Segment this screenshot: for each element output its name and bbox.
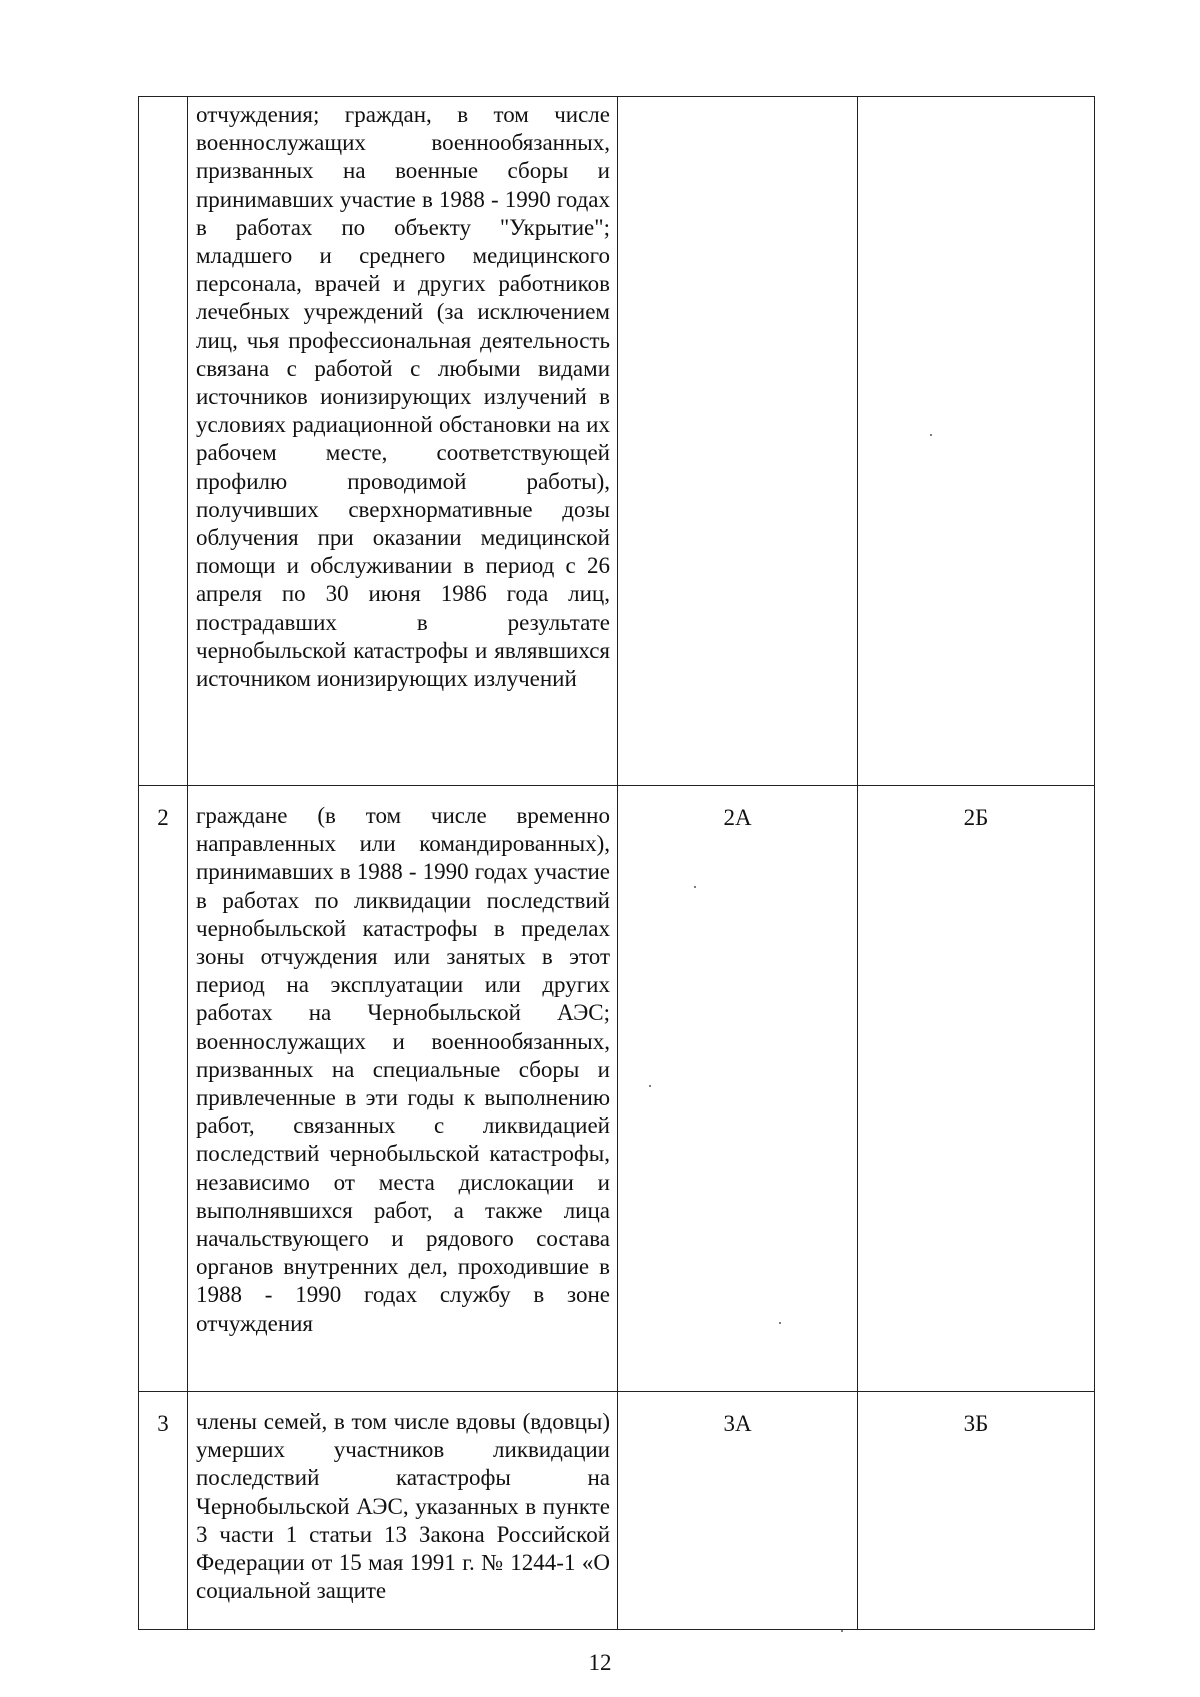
category-description bbox=[188, 97, 618, 786]
category-table bbox=[138, 96, 1095, 1630]
category-description-text: граждане (в том числе временно направленных или командированных), принимавших в 1988 - 1990 годах участие в работах по ликвидации последствий чернобыльской катастрофы в пределах зоны отчуждения или занятых в этот период на эксплуатации или других работах на Чернобыльской АЭС; военнослужащих и военнообязанных, призванных на специальные сборы и привлеченные в эти годы к выполнению работ, связанных с ликвидацией последствий чернобыльской катастрофы, независимо от места дислокации и выполнявшихся работ, а также лица начальствующего и рядового состава органов внутренних дел, проходившие в 1988 - 1990 годах службу в зоне отчуждения bbox=[196, 803, 610, 1336]
category-description bbox=[188, 786, 618, 1392]
category-description-text: члены семей, в том числе вдовы (вдовцы) умерших участников ликвидации последствий катастрофы на Чернобыльской АЭС, указанных в пункте 3 части 1 статьи 13 Закона Российской Федерации от 15 мая 1991 г. № 1244-1 «О социальной защите bbox=[196, 1409, 610, 1604]
scan-speck bbox=[841, 1630, 843, 1632]
scan-speck bbox=[649, 1085, 651, 1087]
category-description bbox=[188, 1392, 618, 1630]
scan-speck bbox=[694, 886, 696, 888]
row-number bbox=[139, 97, 188, 786]
code-a-cell: 3А bbox=[618, 1392, 858, 1630]
code-a-cell bbox=[618, 97, 858, 786]
category-description-text: отчуждения; граждан, в том числе военнослужащих военнообязанных, призванных на военные сборы и принимавших участие в 1988 - 1990 годах в работах по объекту "Укрытие"; младшего и среднего медицинского персонала, врачей и других работников лечебных учреждений (за исключением лиц, чья профессиональная деятельность связана с работой с любыми видами источников ионизирующих излучений в условиях радиационной обстановки на их рабочем месте, соответствующей профилю проводимой работы), получивших сверхнормативные дозы облучения при оказании медицинской помощи и обслуживании в период с 26 апреля по 30 июня 1986 года лиц, пострадавших в результате чернобыльской катастрофы и являвшихся источником ионизирующих излучений bbox=[196, 102, 610, 692]
row-number: 2 bbox=[139, 786, 188, 1392]
page-number: 12 bbox=[588, 1650, 612, 1675]
table-row bbox=[139, 786, 1095, 1392]
table-row bbox=[139, 97, 1095, 786]
table-row bbox=[139, 1392, 1095, 1630]
scan-speck bbox=[779, 1322, 781, 1324]
code-a-cell: 2А bbox=[618, 786, 858, 1392]
code-b-cell: 2Б bbox=[858, 786, 1095, 1392]
code-b-cell: 3Б bbox=[858, 1392, 1095, 1630]
code-b-cell bbox=[858, 97, 1095, 786]
row-number: 3 bbox=[139, 1392, 188, 1630]
scan-speck bbox=[930, 434, 932, 436]
